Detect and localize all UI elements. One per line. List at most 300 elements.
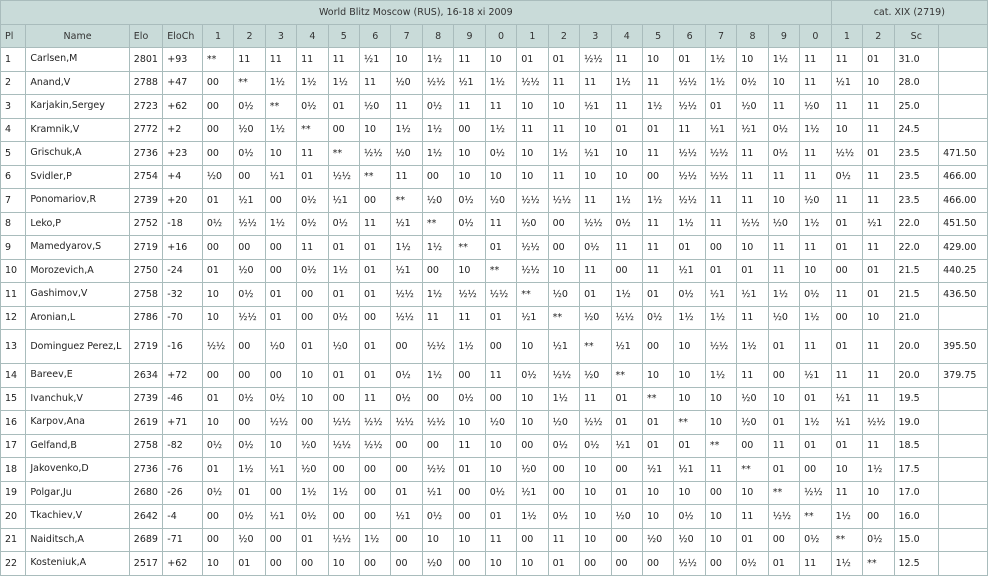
result-cell: 01 [548, 552, 579, 576]
tiebreak-cell: 451.50 [939, 212, 988, 236]
elo-change-cell: -18 [163, 212, 203, 236]
result-cell: 11 [391, 95, 422, 119]
result-cell: ½1 [737, 283, 768, 307]
result-cell: 10 [454, 411, 485, 435]
result-cell: 00 [234, 330, 265, 364]
tiebreak-cell: 395.50 [939, 330, 988, 364]
score-cell: 23.5 [894, 165, 939, 189]
result-cell: ½0 [768, 306, 799, 330]
result-cell: ** [705, 434, 736, 458]
result-cell: 0½ [768, 142, 799, 166]
result-cell: 01 [642, 434, 673, 458]
result-cell: ½½ [705, 142, 736, 166]
result-cell: 11 [297, 142, 328, 166]
result-cell: 01 [297, 330, 328, 364]
result-cell: 00 [202, 364, 233, 388]
result-cell: 1½ [265, 71, 296, 95]
result-cell: 11 [485, 528, 516, 552]
result-cell: 10 [580, 458, 611, 482]
result-cell: 0½ [328, 306, 359, 330]
result-cell: 1½ [517, 505, 548, 529]
player-name-cell: Svidler,P [26, 165, 129, 189]
result-cell: ½½ [863, 411, 894, 435]
result-cell: 00 [265, 189, 296, 213]
result-cell: 10 [768, 189, 799, 213]
result-cell: 11 [454, 306, 485, 330]
result-cell: 01 [674, 236, 705, 260]
result-cell: 00 [831, 306, 862, 330]
result-cell: 00 [391, 434, 422, 458]
result-cell: 00 [360, 189, 391, 213]
result-cell: 10 [642, 364, 673, 388]
table-row [1, 95, 988, 119]
result-cell: 00 [863, 505, 894, 529]
result-cell: 00 [202, 71, 233, 95]
result-cell: 00 [202, 95, 233, 119]
tiebreak-cell [939, 48, 988, 72]
player-name-cell: Jakovenko,D [26, 458, 129, 482]
result-cell: 1½ [265, 118, 296, 142]
result-cell: ½1 [831, 411, 862, 435]
result-cell: 00 [202, 118, 233, 142]
tiebreak-cell [939, 306, 988, 330]
score-cell: 20.0 [894, 364, 939, 388]
result-cell: 00 [360, 505, 391, 529]
elo-cell: 2788 [129, 71, 162, 95]
result-cell: 10 [863, 71, 894, 95]
result-cell: ½½ [517, 259, 548, 283]
column-header: Name [26, 25, 129, 48]
elo-cell: 2642 [129, 505, 162, 529]
result-cell: 10 [831, 118, 862, 142]
elo-cell: 2739 [129, 387, 162, 411]
elo-change-cell: -26 [163, 481, 203, 505]
result-cell: 00 [391, 552, 422, 576]
player-name-cell: Tkachiev,V [26, 505, 129, 529]
result-cell: 11 [454, 434, 485, 458]
result-cell: 10 [517, 142, 548, 166]
result-cell: 11 [548, 71, 579, 95]
result-cell: 01 [831, 330, 862, 364]
elo-change-cell: -16 [163, 330, 203, 364]
table-row [1, 481, 988, 505]
result-cell: 01 [674, 48, 705, 72]
elo-cell: 2517 [129, 552, 162, 576]
column-header: 4 [297, 25, 328, 48]
result-cell: 00 [234, 364, 265, 388]
result-cell: 0½ [548, 434, 579, 458]
result-cell: 11 [737, 505, 768, 529]
score-cell: 19.5 [894, 387, 939, 411]
result-cell: ½0 [737, 411, 768, 435]
column-header: EloCh [163, 25, 203, 48]
result-cell: 00 [328, 458, 359, 482]
result-cell: 01 [863, 48, 894, 72]
result-cell: 0½ [831, 165, 862, 189]
result-cell: 11 [800, 236, 832, 260]
result-cell: 11 [485, 212, 516, 236]
result-cell: ½1 [831, 71, 862, 95]
result-cell: ½1 [737, 118, 768, 142]
result-cell: ½0 [737, 387, 768, 411]
result-cell: 1½ [611, 283, 642, 307]
result-cell: 11 [580, 189, 611, 213]
result-cell: 10 [580, 481, 611, 505]
player-name-cell: Mamedyarov,S [26, 236, 129, 260]
result-cell: 00 [768, 528, 799, 552]
result-cell: ½1 [422, 481, 453, 505]
result-cell: ½½ [485, 283, 516, 307]
result-cell: ½½ [674, 552, 705, 576]
result-cell: 10 [202, 283, 233, 307]
result-cell: ½½ [548, 189, 579, 213]
elo-change-cell: +47 [163, 71, 203, 95]
result-cell: 00 [611, 259, 642, 283]
result-cell: ½½ [360, 142, 391, 166]
player-name-cell: Gelfand,B [26, 434, 129, 458]
elo-cell: 2801 [129, 48, 162, 72]
result-cell: 1½ [642, 95, 673, 119]
result-cell: 1½ [422, 236, 453, 260]
tiebreak-cell: 466.00 [939, 165, 988, 189]
place-cell: 21 [1, 528, 26, 552]
elo-cell: 2719 [129, 236, 162, 260]
result-cell: 11 [831, 95, 862, 119]
result-cell: ½1 [863, 212, 894, 236]
result-cell: 00 [422, 165, 453, 189]
result-cell: 11 [642, 71, 673, 95]
result-cell: 11 [674, 118, 705, 142]
elo-cell: 2758 [129, 283, 162, 307]
result-cell: 01 [831, 236, 862, 260]
result-cell: 0½ [737, 71, 768, 95]
result-cell: ½1 [800, 364, 832, 388]
player-name-cell: Ivanchuk,V [26, 387, 129, 411]
result-cell: ** [863, 552, 894, 576]
player-name-cell: Anand,V [26, 71, 129, 95]
column-header: Sc [894, 25, 939, 48]
result-cell: 1½ [705, 71, 736, 95]
result-cell: ½½ [360, 434, 391, 458]
result-cell: ½1 [360, 48, 391, 72]
result-cell: 10 [674, 481, 705, 505]
result-cell: 1½ [642, 189, 673, 213]
column-header-row [1, 25, 988, 48]
result-cell: 11 [737, 306, 768, 330]
result-cell: 11 [768, 95, 799, 119]
result-cell: 0½ [202, 481, 233, 505]
elo-change-cell: +72 [163, 364, 203, 388]
result-cell: 01 [611, 387, 642, 411]
result-cell: ½½ [391, 283, 422, 307]
result-cell: 00 [548, 481, 579, 505]
place-cell: 18 [1, 458, 26, 482]
result-cell: ½½ [517, 189, 548, 213]
result-cell: 10 [580, 505, 611, 529]
place-cell: 5 [1, 142, 26, 166]
column-header: 1 [517, 25, 548, 48]
result-cell: 1½ [328, 481, 359, 505]
result-cell: 01 [360, 259, 391, 283]
elo-change-cell: +71 [163, 411, 203, 435]
result-cell: ½½ [580, 48, 611, 72]
result-cell: ** [202, 48, 233, 72]
result-cell: 00 [360, 306, 391, 330]
result-cell: 00 [265, 528, 296, 552]
result-cell: 00 [234, 236, 265, 260]
result-cell: 11 [705, 212, 736, 236]
result-cell: 10 [517, 165, 548, 189]
table-row [1, 306, 988, 330]
score-cell: 25.0 [894, 95, 939, 119]
result-cell: 00 [202, 142, 233, 166]
elo-change-cell: +62 [163, 552, 203, 576]
result-cell: 1½ [800, 306, 832, 330]
result-cell: 11 [768, 165, 799, 189]
result-cell: 1½ [548, 387, 579, 411]
player-name-cell: Leko,P [26, 212, 129, 236]
result-cell: 10 [705, 411, 736, 435]
result-cell: 00 [737, 434, 768, 458]
result-cell: ½½ [265, 411, 296, 435]
tiebreak-cell [939, 95, 988, 119]
score-cell: 17.0 [894, 481, 939, 505]
tournament-title: World Blitz Moscow (RUS), 16-18 xi 2009 [1, 1, 832, 25]
result-cell: 11 [642, 142, 673, 166]
result-cell: 11 [831, 364, 862, 388]
result-cell: 0½ [580, 434, 611, 458]
result-cell: 00 [265, 236, 296, 260]
result-cell: ** [265, 95, 296, 119]
result-cell: ½½ [674, 142, 705, 166]
elo-change-cell: +23 [163, 142, 203, 166]
result-cell: ** [328, 142, 359, 166]
result-cell: 1½ [800, 212, 832, 236]
table-row [1, 330, 988, 364]
result-cell: 01 [454, 458, 485, 482]
result-cell: 11 [360, 387, 391, 411]
elo-change-cell: -76 [163, 458, 203, 482]
result-cell: 01 [360, 236, 391, 260]
result-cell: 11 [548, 528, 579, 552]
result-cell: 0½ [548, 505, 579, 529]
place-cell: 10 [1, 259, 26, 283]
elo-change-cell: +4 [163, 165, 203, 189]
result-cell: ½0 [234, 259, 265, 283]
result-cell: 0½ [202, 212, 233, 236]
result-cell: 11 [737, 142, 768, 166]
elo-cell: 2619 [129, 411, 162, 435]
result-cell: 0½ [454, 212, 485, 236]
result-cell: ½1 [234, 189, 265, 213]
result-cell: ** [360, 165, 391, 189]
result-cell: 00 [454, 364, 485, 388]
column-header: Pl [1, 25, 26, 48]
player-name-cell: Bareev,E [26, 364, 129, 388]
result-cell: 0½ [454, 189, 485, 213]
place-cell: 20 [1, 505, 26, 529]
result-cell: 11 [548, 165, 579, 189]
result-cell: 00 [360, 481, 391, 505]
result-cell: 10 [454, 528, 485, 552]
tiebreak-cell [939, 481, 988, 505]
result-cell: ** [611, 364, 642, 388]
result-cell: ½½ [422, 71, 453, 95]
result-cell: 11 [422, 306, 453, 330]
elo-change-cell: -24 [163, 259, 203, 283]
result-cell: 1½ [454, 330, 485, 364]
result-cell: 1½ [548, 142, 579, 166]
result-cell: 11 [611, 95, 642, 119]
result-cell: 01 [202, 189, 233, 213]
table-row [1, 71, 988, 95]
table-row [1, 48, 988, 72]
column-header: 3 [580, 25, 611, 48]
result-cell: 11 [580, 71, 611, 95]
result-cell: ** [234, 71, 265, 95]
result-cell: 11 [485, 364, 516, 388]
result-cell: 00 [297, 283, 328, 307]
place-cell: 15 [1, 387, 26, 411]
result-cell: 0½ [234, 434, 265, 458]
elo-cell: 2634 [129, 364, 162, 388]
result-cell: ½½ [391, 411, 422, 435]
score-cell: 19.0 [894, 411, 939, 435]
table-row [1, 212, 988, 236]
result-cell: 01 [328, 95, 359, 119]
result-cell: 0½ [768, 118, 799, 142]
result-cell: 10 [674, 387, 705, 411]
crosstable-body [1, 48, 988, 576]
column-header: 1 [202, 25, 233, 48]
score-cell: 23.5 [894, 189, 939, 213]
result-cell: 0½ [485, 142, 516, 166]
table-row [1, 458, 988, 482]
result-cell: 10 [580, 118, 611, 142]
elo-cell: 2750 [129, 259, 162, 283]
result-cell: ½1 [611, 330, 642, 364]
result-cell: 11 [328, 48, 359, 72]
result-cell: 11 [768, 434, 799, 458]
result-cell: ½1 [265, 505, 296, 529]
result-cell: 10 [202, 411, 233, 435]
score-cell: 24.5 [894, 118, 939, 142]
tiebreak-cell: 436.50 [939, 283, 988, 307]
result-cell: ½½ [674, 189, 705, 213]
result-cell: 01 [297, 528, 328, 552]
result-cell: 10 [485, 458, 516, 482]
result-cell: ½½ [705, 165, 736, 189]
result-cell: 00 [454, 118, 485, 142]
result-cell: 00 [202, 236, 233, 260]
result-cell: 0½ [234, 505, 265, 529]
result-cell: 01 [234, 481, 265, 505]
result-cell: 00 [297, 306, 328, 330]
result-cell: 11 [234, 48, 265, 72]
result-cell: 00 [265, 552, 296, 576]
result-cell: ½0 [234, 118, 265, 142]
table-row [1, 364, 988, 388]
result-cell: ** [454, 236, 485, 260]
result-cell: 00 [580, 552, 611, 576]
result-cell: 1½ [485, 118, 516, 142]
table-row [1, 118, 988, 142]
result-cell: ½0 [265, 330, 296, 364]
column-header: 5 [642, 25, 673, 48]
result-cell: 10 [674, 364, 705, 388]
column-header: 2 [548, 25, 579, 48]
result-cell: 10 [705, 505, 736, 529]
result-cell: 01 [705, 259, 736, 283]
elo-cell: 2772 [129, 118, 162, 142]
player-name-cell: Kosteniuk,A [26, 552, 129, 576]
table-row [1, 552, 988, 576]
result-cell: 00 [705, 552, 736, 576]
column-header: 0 [800, 25, 832, 48]
column-header: 2 [863, 25, 894, 48]
result-cell: ½0 [485, 411, 516, 435]
elo-change-cell: -82 [163, 434, 203, 458]
result-cell: 10 [611, 142, 642, 166]
result-cell: 10 [642, 481, 673, 505]
result-cell: 11 [863, 165, 894, 189]
result-cell: 0½ [422, 505, 453, 529]
player-name-cell: Aronian,L [26, 306, 129, 330]
column-header [939, 25, 988, 48]
result-cell: ½½ [674, 71, 705, 95]
tiebreak-cell [939, 528, 988, 552]
result-cell: ½½ [422, 458, 453, 482]
result-cell: 01 [768, 458, 799, 482]
result-cell: 11 [863, 330, 894, 364]
result-cell: 01 [863, 259, 894, 283]
column-header: 7 [705, 25, 736, 48]
result-cell: 10 [391, 48, 422, 72]
result-cell: 00 [265, 481, 296, 505]
tiebreak-cell [939, 505, 988, 529]
result-cell: 00 [391, 330, 422, 364]
result-cell: 11 [863, 236, 894, 260]
result-cell: 0½ [517, 364, 548, 388]
result-cell: 01 [800, 434, 832, 458]
table-row [1, 259, 988, 283]
elo-change-cell: -70 [163, 306, 203, 330]
result-cell: ½0 [580, 306, 611, 330]
result-cell: ½0 [328, 330, 359, 364]
elo-change-cell: +16 [163, 236, 203, 260]
result-cell: 1½ [234, 458, 265, 482]
result-cell: 1½ [360, 528, 391, 552]
result-cell: 0½ [328, 212, 359, 236]
result-cell: 0½ [297, 95, 328, 119]
result-cell: 01 [863, 142, 894, 166]
tiebreak-cell: 440.25 [939, 259, 988, 283]
result-cell: 11 [800, 552, 832, 576]
result-cell: 01 [642, 283, 673, 307]
place-cell: 9 [1, 236, 26, 260]
result-cell: 11 [705, 458, 736, 482]
result-cell: 01 [863, 283, 894, 307]
result-cell: 11 [737, 189, 768, 213]
result-cell: ½½ [328, 434, 359, 458]
result-cell: 1½ [768, 48, 799, 72]
score-cell: 31.0 [894, 48, 939, 72]
result-cell: 11 [360, 212, 391, 236]
result-cell: 01 [485, 505, 516, 529]
result-cell: 0½ [674, 505, 705, 529]
result-cell: 00 [265, 364, 296, 388]
result-cell: 00 [202, 528, 233, 552]
